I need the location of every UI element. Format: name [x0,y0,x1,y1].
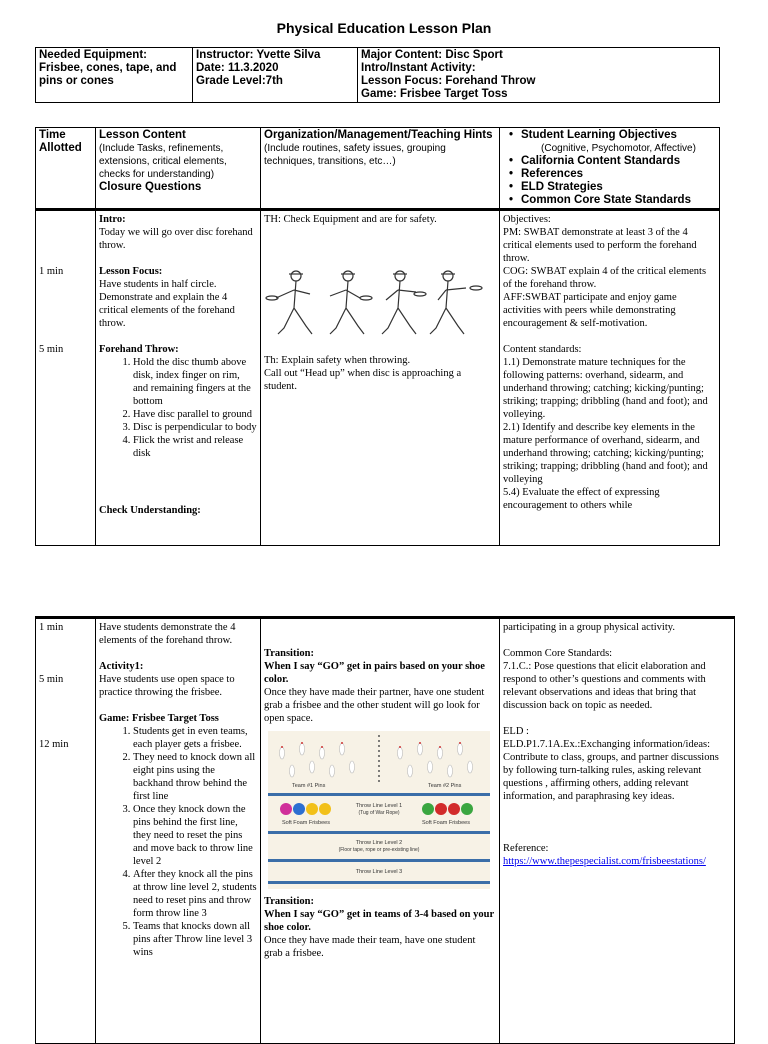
target-toss-diagram [268,731,490,889]
forehand-throw-illustration [264,266,484,346]
header-org-title: Organization/Management/Teaching Hints [264,129,493,141]
content-standard: 1.1) Demonstrate mature techniques for the following patterns: overhand, sidearm, and underhand throwing; catching; kicking/punting; striking; trapping; dribbling (hand and foot); and volleying. [503,357,708,420]
equipment-value: Frisbee, cones, tape, and pins or cones [39,62,177,87]
org-text: Th: Explain safety when throwing. [264,355,411,366]
header-content [96,128,261,210]
intro-activity: Intro/Instant Activity: [361,62,476,74]
transition-bold: When I say “GO” get in pairs based on your shoe color. [264,661,485,685]
line1-label: Throw Line Level 1 [355,803,403,809]
objective-continued: participating in a group physical activity. [503,622,675,633]
line2-sub: (Floor tape, rope or pre-existing line) [338,847,420,853]
content-standards-heading: Content standards: [503,344,582,355]
game-heading: Game: Frisbee Target Toss [99,713,219,724]
objective-cog: COG: SWBAT explain 4 of the critical elements of the forehand throw. [503,266,707,290]
transition-heading: Transition: [264,648,314,659]
list-item: 3. Disc is perpendicular to body [133,421,257,434]
header-obj-item: • ELD Strategies [521,181,716,194]
list-item: 2. They need to knock down all eight pins using the backhand throw behind the first line [133,751,257,803]
objectives-heading: Objectives: [503,214,551,225]
objectives-column [500,210,720,546]
transition-text: Once they have made their team, have one student grab a frisbee. [264,935,476,959]
instructor: Instructor: Yvette Silva [196,49,321,61]
time-column [36,618,96,1044]
lesson-table-page2 [35,616,735,1044]
focus-text: Have students in half circle. Demonstrate and explain the 4 critical elements of the forehand throw. [99,279,235,329]
forehand-heading: Forehand Throw: [99,344,179,355]
list-item: 1. Hold the disc thumb above disk, index finger on rim, and remaining fingers at the bottom [133,356,257,408]
content-column [96,210,261,546]
intro-heading: Intro: [99,214,126,225]
common-core-text: 7.1.C.: Pose questions that elicit elaboration and respond to other’s questions and comments with relevant observations and ideas that bring that discussion back on topic as needed. [503,661,706,711]
time-value: 1 min [39,622,64,633]
objective-pm: PM: SWBAT demonstrate at least 3 of the 4 critical elements used to perform the forehand throw. [503,227,697,264]
line1-sub: (Tug of War Rope) [358,810,400,816]
header-content-title: Lesson Content [99,129,186,141]
line3-label: Throw Line Level 3 [355,869,403,875]
check-understanding: Check Understanding: [99,505,201,516]
content-column [96,618,261,1044]
time-column [36,210,96,546]
header-closure: Closure Questions [99,181,202,193]
header-obj-item: • References [521,168,716,181]
header-obj-item: • Student Learning Objectives (Cognitive, Psychomotor, Affective) [521,129,716,155]
date: Date: 11.3.2020 [196,62,279,74]
intro-text: Today we will go over disc forehand throw. [99,227,253,251]
eld-text: ELD.P1.7.1A.Ex.:Exchanging information/ideas: Contribute to class, groups, and partner discussions by following turn-talking rules, asking relevant questions , affirming others, adding relevant information, and paraphrasing key ideas. [503,739,719,802]
demo-text: Have students demonstrate the 4 elements of the forehand throw. [99,622,236,646]
objective-aff: AFF:SWBAT participate and enjoy game activities with peers while demonstrating encouragement & self-motivation. [503,292,677,329]
time-value: 5 min [39,344,64,355]
reference-link[interactable]: https://www.thepespecialist.com/frisbeestations/ [503,856,706,867]
frisbees2-label: Soft Foam Frisbees [422,820,470,826]
header-content-sub: (Include Tasks, refinements, extensions, critical elements, checks for understanding) [99,143,227,180]
line2-label: Throw Line Level 2 [355,840,403,846]
lesson-focus: Lesson Focus: Forehand Throw [361,75,536,87]
reference-heading: Reference: [503,843,549,854]
game-steps [99,725,257,959]
header-obj-item: • Common Core State Standards [521,194,716,207]
time-value: 12 min [39,739,69,750]
content-cell [358,48,720,103]
header-org-sub: (Include routines, safety issues, grouping techniques, transitions, etc…) [264,143,446,167]
transition-heading: Transition: [264,896,314,907]
content-standard: 2.1) Identify and describe key elements in the mature performance of overhand, sidearm, and underhand throwing; catching; kicking/punting; striking; trapping; dribbling (hand and foot); and volleying [503,422,708,485]
transition-text: Once they have made their partner, have one student grab a frisbee and the other student will go look for open space. [264,687,485,724]
common-core-heading: Common Core Standards: [503,648,613,659]
list-item: 5. Teams that knocks down all pins after Throw line level 3 wins [133,920,257,959]
forehand-steps [99,356,257,460]
org-text: Call out “Head up” when disc is approaching a student. [264,368,462,392]
time-value: 1 min [39,266,64,277]
focus-heading: Lesson Focus: [99,266,163,277]
list-item: 3. Once they knock down the pins behind the first line, they need to reset the pins and move back to throw line level 2 [133,803,257,868]
grade-level: Grade Level:7th [196,75,283,87]
eld-heading: ELD : [503,726,529,737]
frisbees1-label: Soft Foam Frisbees [282,820,330,826]
time-value: 5 min [39,674,64,685]
header-org [261,128,500,210]
header-objectives [500,128,720,210]
list-item: 2. Have disc parallel to ground [133,408,257,421]
header-time: Time Allotted [36,128,96,210]
equipment-label: Needed Equipment: [39,49,147,61]
org-column [261,618,500,1044]
info-table [35,47,720,103]
header-obj-item: • California Content Standards [521,155,716,168]
instructor-cell [193,48,358,103]
list-item: 4. Flick the wrist and release disk [133,434,257,460]
content-standard: 5.4) Evaluate the effect of expressing encouragement to others while [503,487,660,511]
page-title: Physical Education Lesson Plan [276,20,492,36]
team2-label: Team #2 Pins [428,783,462,789]
activity-text: Have students use open space to practice throwing the frisbee. [99,674,235,698]
org-text: TH: Check Equipment and are for safety. [264,214,437,225]
list-item: 1. Students get in even teams, each player gets a frisbee. [133,725,257,751]
equipment-cell [36,48,193,103]
list-item: 4. After they knock all the pins at throw line level 2, students need to reset pins and throw form throw line 3 [133,868,257,920]
team1-label: Team #1 Pins [292,783,326,789]
game-name: Game: Frisbee Target Toss [361,88,508,100]
transition-bold: When I say “GO” get in teams of 3-4 based on your shoe color. [264,909,494,933]
major-content: Major Content: Disc Sport [361,49,503,61]
lesson-table-page1 [35,127,720,546]
activity-heading: Activity1: [99,661,144,672]
org-column [261,210,500,546]
objectives-column [500,618,735,1044]
